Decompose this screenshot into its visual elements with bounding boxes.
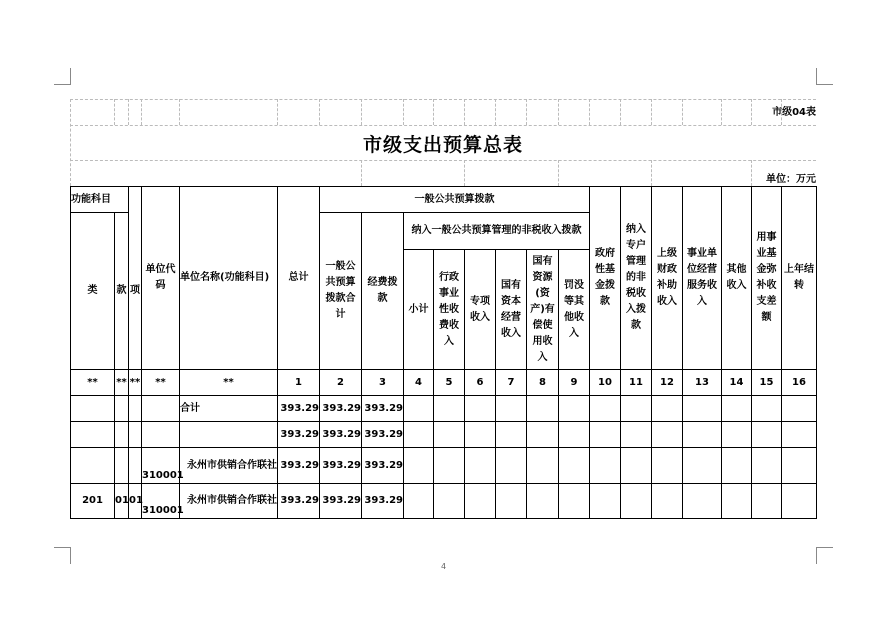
cell-gpb-total: 393.29: [320, 484, 362, 519]
cell-operating-funds: 393.29: [362, 396, 404, 422]
gridline: [277, 99, 278, 125]
header-general-public-budget: 一般公共预算拨款: [320, 187, 590, 213]
header-blank: [129, 187, 142, 213]
header-enterprise-service: [683, 187, 722, 370]
index-cell: **: [71, 370, 115, 396]
cell-empty: [404, 422, 434, 448]
cell-total: 393.29: [278, 448, 320, 484]
cell-empty: [652, 422, 683, 448]
page-number: 4: [440, 562, 447, 571]
cell-empty: [782, 396, 817, 422]
cell-empty: [496, 396, 527, 422]
cell-empty: [465, 396, 496, 422]
cell-item: 01: [129, 484, 142, 519]
gridline: [433, 99, 434, 125]
index-cell: 4: [404, 370, 434, 396]
header-category: 类: [71, 213, 115, 370]
cell-empty: [683, 396, 722, 422]
header-fines-other: [559, 250, 590, 370]
table-row: [71, 448, 817, 484]
cell-category: [71, 422, 115, 448]
gridline: [361, 160, 362, 186]
header-superior-subsidy-label: 上级财政补助收入: [657, 248, 677, 307]
cell-empty: [621, 396, 652, 422]
header-state-asset-income: [527, 250, 559, 370]
cell-empty: [752, 396, 782, 422]
cell-empty: [404, 396, 434, 422]
gridline: [751, 160, 752, 186]
gridline: [319, 99, 320, 125]
cell-total: 393.29: [278, 422, 320, 448]
cell-empty: [752, 422, 782, 448]
cell-empty: [559, 396, 590, 422]
page-title: 市级支出预算总表: [362, 134, 523, 156]
gridline: [721, 99, 722, 125]
cell-empty: [465, 448, 496, 484]
cell-total: 393.29: [278, 396, 320, 422]
gridline: [70, 99, 816, 100]
cell-empty: [559, 448, 590, 484]
cell-total: 393.29: [278, 484, 320, 519]
cell-empty: [722, 422, 752, 448]
cell-empty: [527, 422, 559, 448]
cell-empty: [590, 422, 621, 448]
cell-empty: [782, 448, 817, 484]
gridline: [70, 160, 816, 161]
gridline: [589, 99, 590, 125]
cell-empty: [496, 448, 527, 484]
header-subtotal: 小计: [404, 250, 434, 370]
index-cell: 16: [782, 370, 817, 396]
cell-empty: [752, 448, 782, 484]
cell-operating-funds: 393.29: [362, 484, 404, 519]
cell-operating-funds: 393.29: [362, 448, 404, 484]
cell-empty: [782, 484, 817, 519]
gridline: [464, 160, 465, 186]
cell-empty: [652, 448, 683, 484]
cell-category: [71, 448, 115, 484]
gridline: [751, 99, 752, 125]
header-state-capital-income-label: 国有资本经营收入: [501, 279, 521, 339]
gridline: [128, 99, 129, 125]
cell-unit-code: 310001: [142, 484, 180, 519]
index-row: [71, 370, 817, 396]
gridline: [495, 99, 496, 125]
cell-section: [115, 422, 129, 448]
header-state-capital-income: [496, 250, 527, 370]
table-row: [71, 484, 817, 519]
cell-empty: [590, 396, 621, 422]
header-other-income-label: 其他收入: [726, 264, 747, 291]
cell-empty: [496, 422, 527, 448]
gridline: [651, 99, 652, 125]
header-state-asset-income-label: 国有资源(资产)有偿使用收入: [530, 255, 555, 363]
header-reserve-fund-label: 用事业基金弥补收支差额: [756, 232, 777, 323]
index-cell: **: [142, 370, 180, 396]
gridline: [403, 99, 404, 125]
cell-empty: [722, 448, 752, 484]
gridline: [141, 99, 142, 125]
cell-empty: [434, 484, 465, 519]
index-cell: 9: [559, 370, 590, 396]
index-cell: **: [180, 370, 278, 396]
cell-empty: [652, 484, 683, 519]
cell-empty: [652, 396, 683, 422]
cell-unit-code: [142, 396, 180, 422]
cell-empty: [434, 422, 465, 448]
gridline: [179, 99, 180, 125]
cell-item: [129, 448, 142, 484]
header-gpb-subtotal-label: 一般公共预算拨款合计: [325, 261, 356, 320]
header-admin-fees: [434, 250, 465, 370]
cell-empty: [404, 448, 434, 484]
cell-unit-code: 310001: [142, 448, 180, 484]
cell-empty: [683, 484, 722, 519]
cell-empty: [683, 448, 722, 484]
gridline: [620, 99, 621, 125]
cell-empty: [722, 484, 752, 519]
index-cell: 7: [496, 370, 527, 396]
cell-empty: [722, 396, 752, 422]
gridline: [526, 99, 527, 125]
crop-mark-top-right: [816, 68, 833, 85]
gridline: [464, 99, 465, 125]
cell-unit-code: [142, 422, 180, 448]
cell-empty: [527, 396, 559, 422]
index-cell: 3: [362, 370, 404, 396]
cell-empty: [559, 422, 590, 448]
header-reserve-fund: [752, 187, 782, 370]
index-cell: 5: [434, 370, 465, 396]
gridline: [558, 160, 559, 186]
header-unit-code: [142, 187, 180, 370]
cell-empty: [559, 484, 590, 519]
cell-item: [129, 396, 142, 422]
index-cell: 13: [683, 370, 722, 396]
budget-table: [70, 186, 817, 519]
cell-empty: [621, 484, 652, 519]
cell-empty: [590, 484, 621, 519]
header-operating-funds-label: 经费拨款: [367, 277, 398, 304]
index-cell: 12: [652, 370, 683, 396]
index-cell: 1: [278, 370, 320, 396]
cell-category: [71, 396, 115, 422]
gridline: [114, 99, 115, 125]
cell-unit-name: [180, 422, 278, 448]
index-cell: 15: [752, 370, 782, 396]
header-carryover: [782, 187, 817, 370]
index-cell: 10: [590, 370, 621, 396]
cell-operating-funds: 393.29: [362, 422, 404, 448]
header-operating-funds: [362, 213, 404, 370]
header-fines-other-label: 罚没等其他收入: [564, 279, 584, 339]
table-row: [71, 396, 817, 422]
header-carryover-label: 上年结转: [784, 264, 814, 291]
cell-empty: [752, 484, 782, 519]
cell-unit-name: 永州市供销合作联社: [180, 484, 278, 519]
header-item: 项: [129, 213, 142, 370]
cell-empty: [434, 396, 465, 422]
cell-empty: [621, 422, 652, 448]
cell-gpb-total: 393.29: [320, 422, 362, 448]
cell-empty: [496, 484, 527, 519]
header-total: 总计: [278, 187, 320, 370]
cell-empty: [527, 484, 559, 519]
cell-empty: [404, 484, 434, 519]
header-func-subject: 功能科目: [71, 187, 129, 213]
cell-empty: [527, 448, 559, 484]
header-gov-fund-label: 政府性基金拨款: [595, 248, 615, 307]
index-cell: 8: [527, 370, 559, 396]
header-special-account-nontax: [621, 187, 652, 370]
table-row: [71, 422, 817, 448]
cell-empty: [465, 484, 496, 519]
cell-item: [129, 422, 142, 448]
header-other-income: [722, 187, 752, 370]
header-unit-name: 单位名称(功能科目): [180, 187, 278, 370]
index-cell: 6: [465, 370, 496, 396]
cell-empty: [782, 422, 817, 448]
cell-unit-name: 永州市供销合作联社: [180, 448, 278, 484]
header-unit-code-label: 单位代码: [145, 264, 176, 291]
cell-gpb-total: 393.29: [320, 396, 362, 422]
header-enterprise-service-label: 事业单位经营服务收入: [687, 248, 717, 307]
header-nontax-in-budget: 纳入一般公共预算管理的非税收入拨款: [404, 213, 590, 250]
header-row: [71, 187, 817, 213]
index-cell: **: [129, 370, 142, 396]
cell-empty: [621, 448, 652, 484]
cell-empty: [465, 422, 496, 448]
header-superior-subsidy: [652, 187, 683, 370]
gridline: [651, 160, 652, 186]
cell-section: 01: [115, 484, 129, 519]
gridline: [558, 99, 559, 125]
gridline: [682, 99, 683, 125]
header-gov-fund: [590, 187, 621, 370]
index-cell: **: [115, 370, 129, 396]
unit-label: 单位：万元: [766, 174, 816, 185]
cell-empty: [434, 448, 465, 484]
cell-empty: [590, 448, 621, 484]
table-code: 市级04表: [772, 107, 816, 118]
crop-mark-top-left: [54, 68, 71, 85]
gridline: [361, 99, 362, 125]
header-admin-fees-label: 行政事业性收费收入: [439, 271, 459, 347]
index-cell: 11: [621, 370, 652, 396]
index-cell: 2: [320, 370, 362, 396]
cell-empty: [683, 422, 722, 448]
cell-section: [115, 448, 129, 484]
header-section: 款: [115, 213, 129, 370]
gridline: [70, 125, 816, 126]
cell-gpb-total: 393.29: [320, 448, 362, 484]
cell-unit-name: 合计: [180, 396, 278, 422]
header-special-account-nontax-label: 纳入专户管理的非税收入拨款: [626, 224, 646, 331]
header-gpb-subtotal: [320, 213, 362, 370]
header-special-income-label: 专项收入: [470, 295, 490, 323]
header-special-income: [465, 250, 496, 370]
cell-section: [115, 396, 129, 422]
index-cell: 14: [722, 370, 752, 396]
cell-category: 201: [71, 484, 115, 519]
